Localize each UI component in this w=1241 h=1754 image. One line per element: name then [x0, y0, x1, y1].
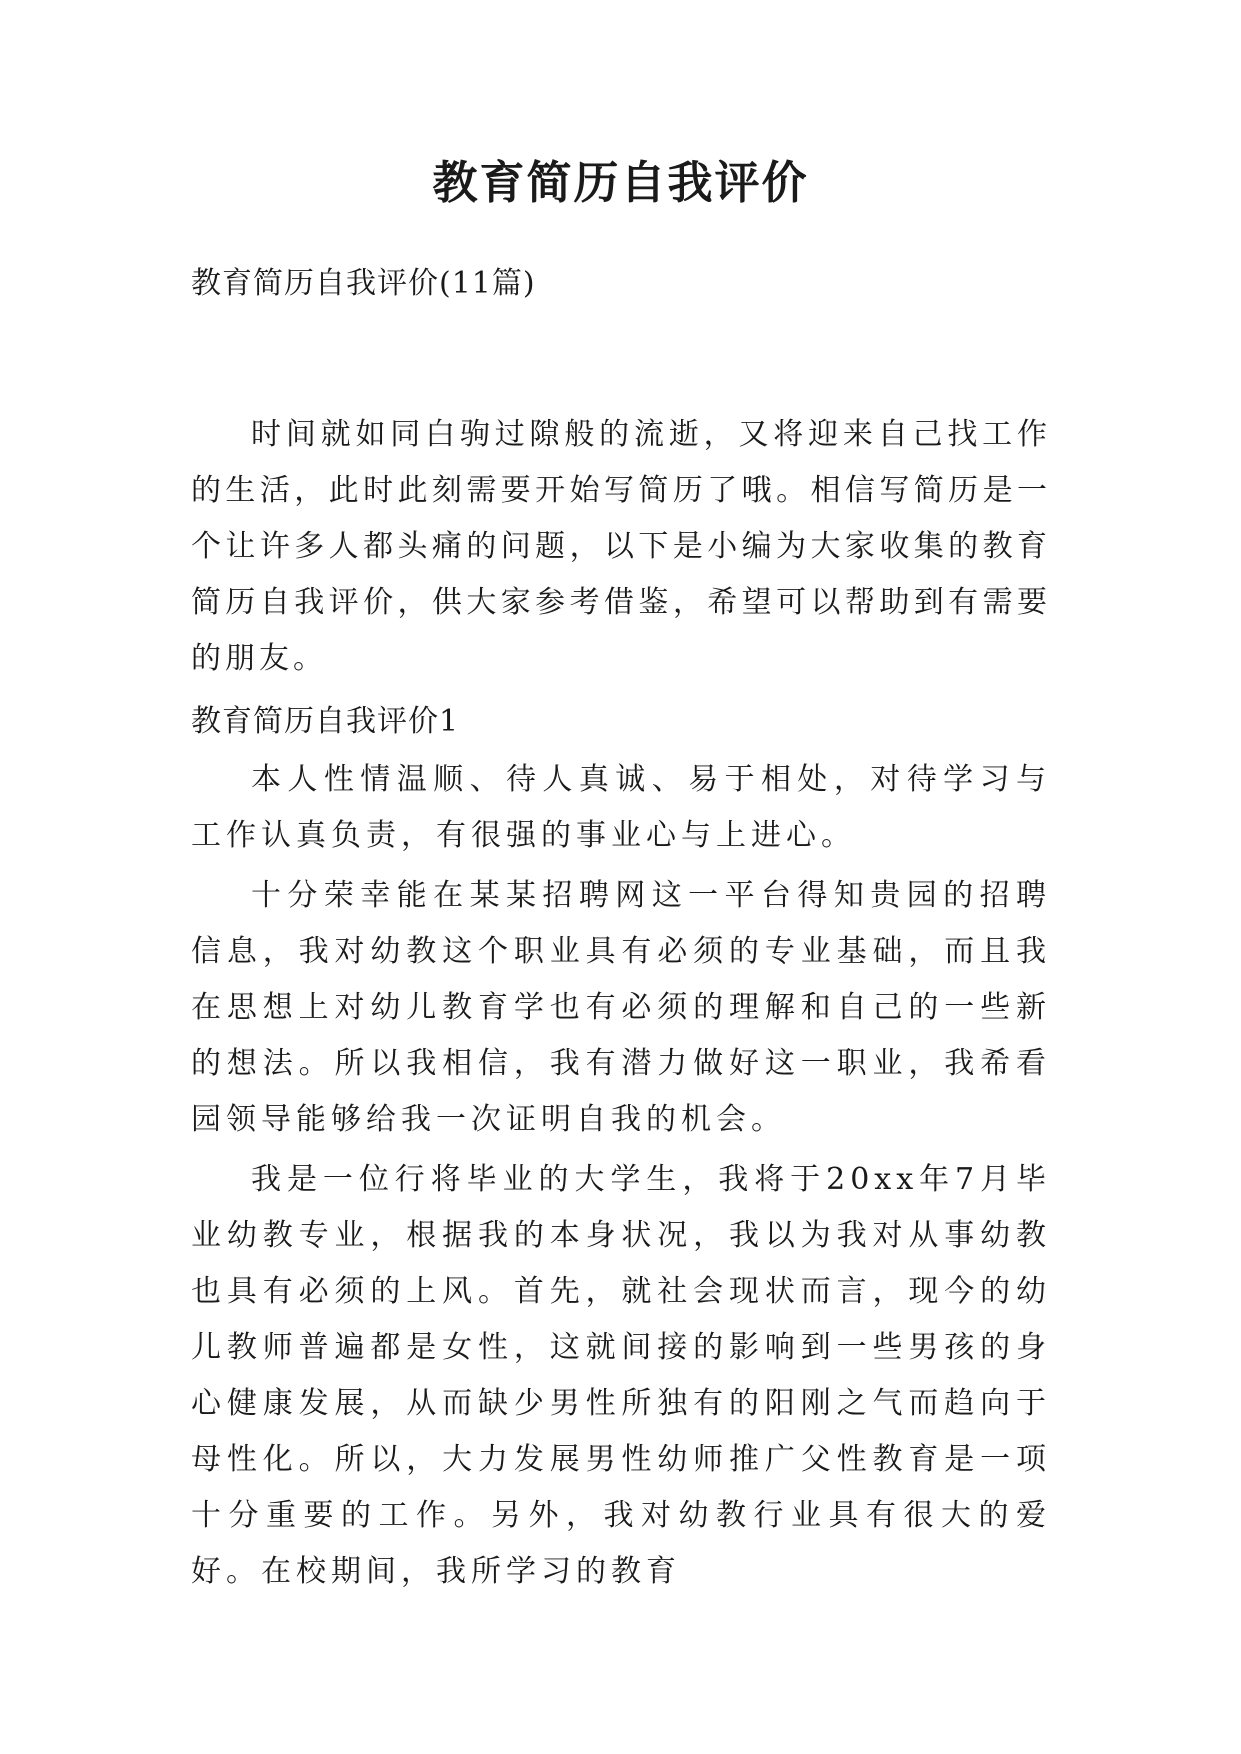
body-paragraph-1: 本人性情温顺、待人真诚、易于相处，对待学习与工作认真负责，有很强的事业心与上进心。: [191, 762, 1051, 853]
body-paragraph-2: 十分荣幸能在某某招聘网这一平台得知贵园的招聘信息，我对幼教这个职业具有必须的专业基础，而且我在思想上对幼儿教育学也有必须的理解和自己的一些新的想法。所以我相信，我有潜力做好这一职业，我希看园领导能够给我一次证明自我的机会。: [191, 878, 1051, 1137]
document-title: 教育简历自我评价: [432, 156, 809, 209]
section-heading: 教育简历自我评价1: [191, 704, 460, 739]
body-paragraph-3: 我是一位行将毕业的大学生，我将于20xx年7月毕业幼教专业，根据我的本身状况，我以为我对从事幼教也具有必须的上风。首先，就社会现状而言，现今的幼儿教师普遍都是女性，这就间接的影响到一些男孩的身心健康发展，从而缺少男性所独有的阳刚之气而趋向于母性化。所以，大力发展男性幼师推广父性教育是一项十分重要的工作。另外，我对幼教行业具有很大的爱好。在校期间，我所学习的教育: [191, 1162, 1051, 1589]
intro-paragraph: 时间就如同白驹过隙般的流逝，又将迎来自己找工作的生活，此时此刻需要开始写简历了哦。相信写简历是一个让许多人都头痛的问题，以下是小编为大家收集的教育简历自我评价，供大家参考借鉴，希望可以帮助到有需要的朋友。: [191, 417, 1051, 676]
document-subtitle: 教育简历自我评价(11篇): [191, 266, 536, 301]
